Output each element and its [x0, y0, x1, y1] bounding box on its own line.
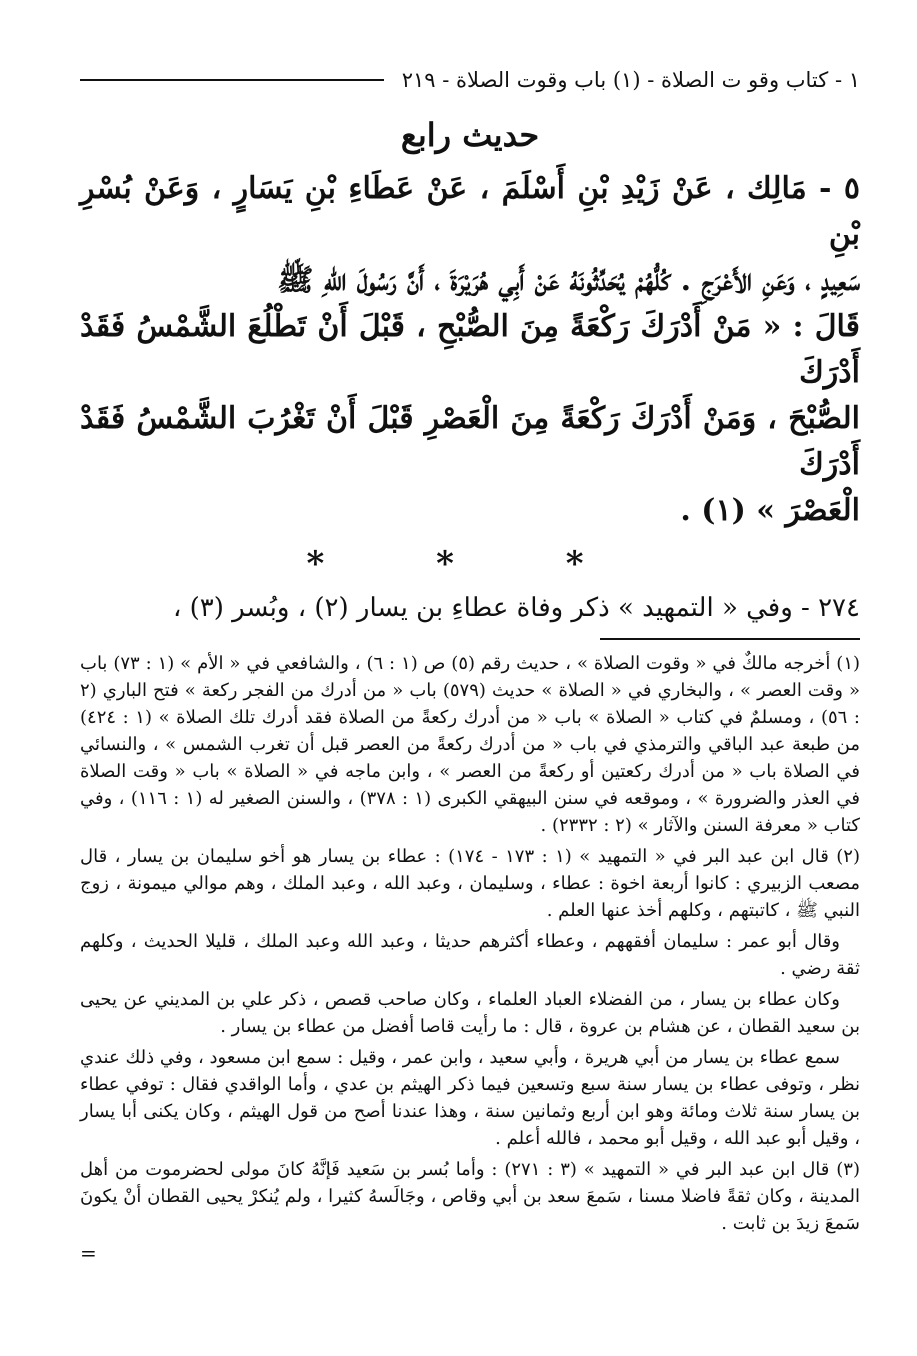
hadith-line: الصُّبْحَ ، وَمَنْ أَدْرَكَ رَكْعَةً مِنَ الْعَصْرِ قَبْلَ أَنْ تَغْرُبَ الشَّمْسُ فَقَدْ أَدْرَكَ: [80, 401, 860, 482]
hadith-text: [80, 166, 860, 534]
footnote-2-paragraph: وكان عطاء بن يسار ، من الفضلاء العباد العلماء ، وكان صاحب قصص ، ذكر علي بن المديني عن يحيى بن سعيد القطان ، عن هشام بن عروة ، قال : ما رأيت قاصا أفضل من عطاء بن يسار .: [80, 989, 860, 1037]
footnote-3: (٣) قال ابن عبد البر في « التمهيد » (٣ : ٢٧١) : وأما بُسر بن سَعيد فَإنَّهُ كانَ مولى لحضرموت من أهل المدينة ، وكان ثقةً فاضلا مسنا ، سَمعَ سعد بن أبي وقاص ، وجَالَسهُ كثيرا ، ولم يُنكرْ يحيى القطان أنْ يكونَ سَمعَ زيدَ بن ثابت .: [80, 1159, 860, 1234]
hadith-line: سَعِيدٍ ، وَعَنِ الأَعْرَجِ . كُلُّهُمْ يُحَدِّثُونَهُ عَنْ أَبِي هُرَيْرَةَ ، أَنَّ رَسُولَ اللّهِ ﷺ: [277, 263, 860, 298]
footnote-2: (٢) قال ابن عبد البر في « التمهيد » (١ : ١٧٣ - ١٧٤) : عطاء بن يسار هو أخو سليمان بن يسار ، قال مصعب الزبيري : كانوا أربعة اخوة : عطاء ، وسليمان ، وعبد الله ، وعبد الملك ، وهم موالي ميمونة ، زوج النبي ﷺ ، كاتبتهم ، وكلهم أخذ عنها العلم .: [80, 846, 860, 921]
section-title: حديث رابع: [400, 116, 540, 154]
hadith-line: ٥ - مَالِك ، عَنْ زَيْدِ بْنِ أَسْلَمَ ، عَنْ عَطَاءِ بْنِ يَسَارٍ ، وَعَنْ بُسْرِ بْنِ: [80, 171, 860, 252]
paragraph-274: ٢٧٤ - وفي « التمهيد » ذكر وفاة عطاءِ بن يسار (٢) ، وبُسر (٣) ،: [172, 593, 860, 623]
footnote-2-paragraph: وقال أبو عمر : سليمان أفقههم ، وعطاء أكثرهم حديثا ، وعبد الله وعبد الملك ، قليلا الحديث ، وكلهم ثقة رضي .: [80, 931, 860, 979]
running-header: [80, 60, 860, 100]
hadith-line: الْعَصْرَ » (١) .: [680, 493, 860, 528]
footnote-rule: [600, 638, 860, 640]
star-separator: * * *: [306, 544, 634, 584]
book-page: [80, 60, 860, 1265]
running-title: ١ - كتاب وقو ت الصلاة - (١) باب وقوت الصلاة - ٢١٩: [401, 68, 860, 92]
footnotes: [80, 650, 860, 1265]
footnote-2-paragraph: سمع عطاء بن يسار من أبي هريرة ، وأبي سعيد ، وابن عمر ، وقيل : سمع ابن مسعود ، وفي ذلك عندي نظر ، وتوفى عطاء بن يسار سنة سبع وتسعين فيما ذكر الهيثم بن عدي ، وأما الواقدي فقال : توفي عطاء بن يسار سنة ثلاث ومائة وهو ابن أربع وثمانين سنة ، وهذا عندنا أصح من قول الهيثم ، وكان يكنى أبا يسار ، وقيل أبو عبد الله ، وقيل أبو محمد ، فالله أعلم .: [80, 1047, 860, 1149]
continuation-mark: =: [80, 1241, 97, 1265]
footnote-1: (١) أخرجه مالكٌ في « وقوت الصلاة » ، حديث رقم (٥) ص (١ : ٦) ، والشافعي في « الأم » (١ : ٧٣) باب « وقت العصر » ، والبخاري في « الصلاة » حديث (٥٧٩) باب « من أدرك من الفجر ركعة » فتح الباري (٢ : ٥٦) ، ومسلمٌ في كتاب « الصلاة » باب « من أدرك ركعةً من الصلاة فقد أدرك تلك الصلاة » (١ : ٤٢٤) من طبعة عبد الباقي والترمذي في باب « من أدرك ركعةً من العصر قبل أن تغرب الشمس » ، والنسائي في الصلاة باب « من أدرك ركعتين أو ركعةً من العصر » ، وابن ماجه في « الصلاة » باب « وقت الصلاة في العذر والضرورة » ، وموقعه في سنن البيهقي الكبرى (١ : ٣٧٨) ، والسنن الصغير له (١ : ١١٦) ، وفي كتاب « معرفة السنن والآثار » (٢ : ٢٣٣٢) .: [80, 653, 861, 836]
hadith-line: قَالَ : « مَنْ أَدْرَكَ رَكْعَةً مِنَ الصُّبْحِ ، قَبْلَ أَنْ تَطْلُعَ الشَّمْسُ فَقَدْ أَدْرَكَ: [80, 309, 860, 390]
header-rule: [80, 79, 384, 81]
